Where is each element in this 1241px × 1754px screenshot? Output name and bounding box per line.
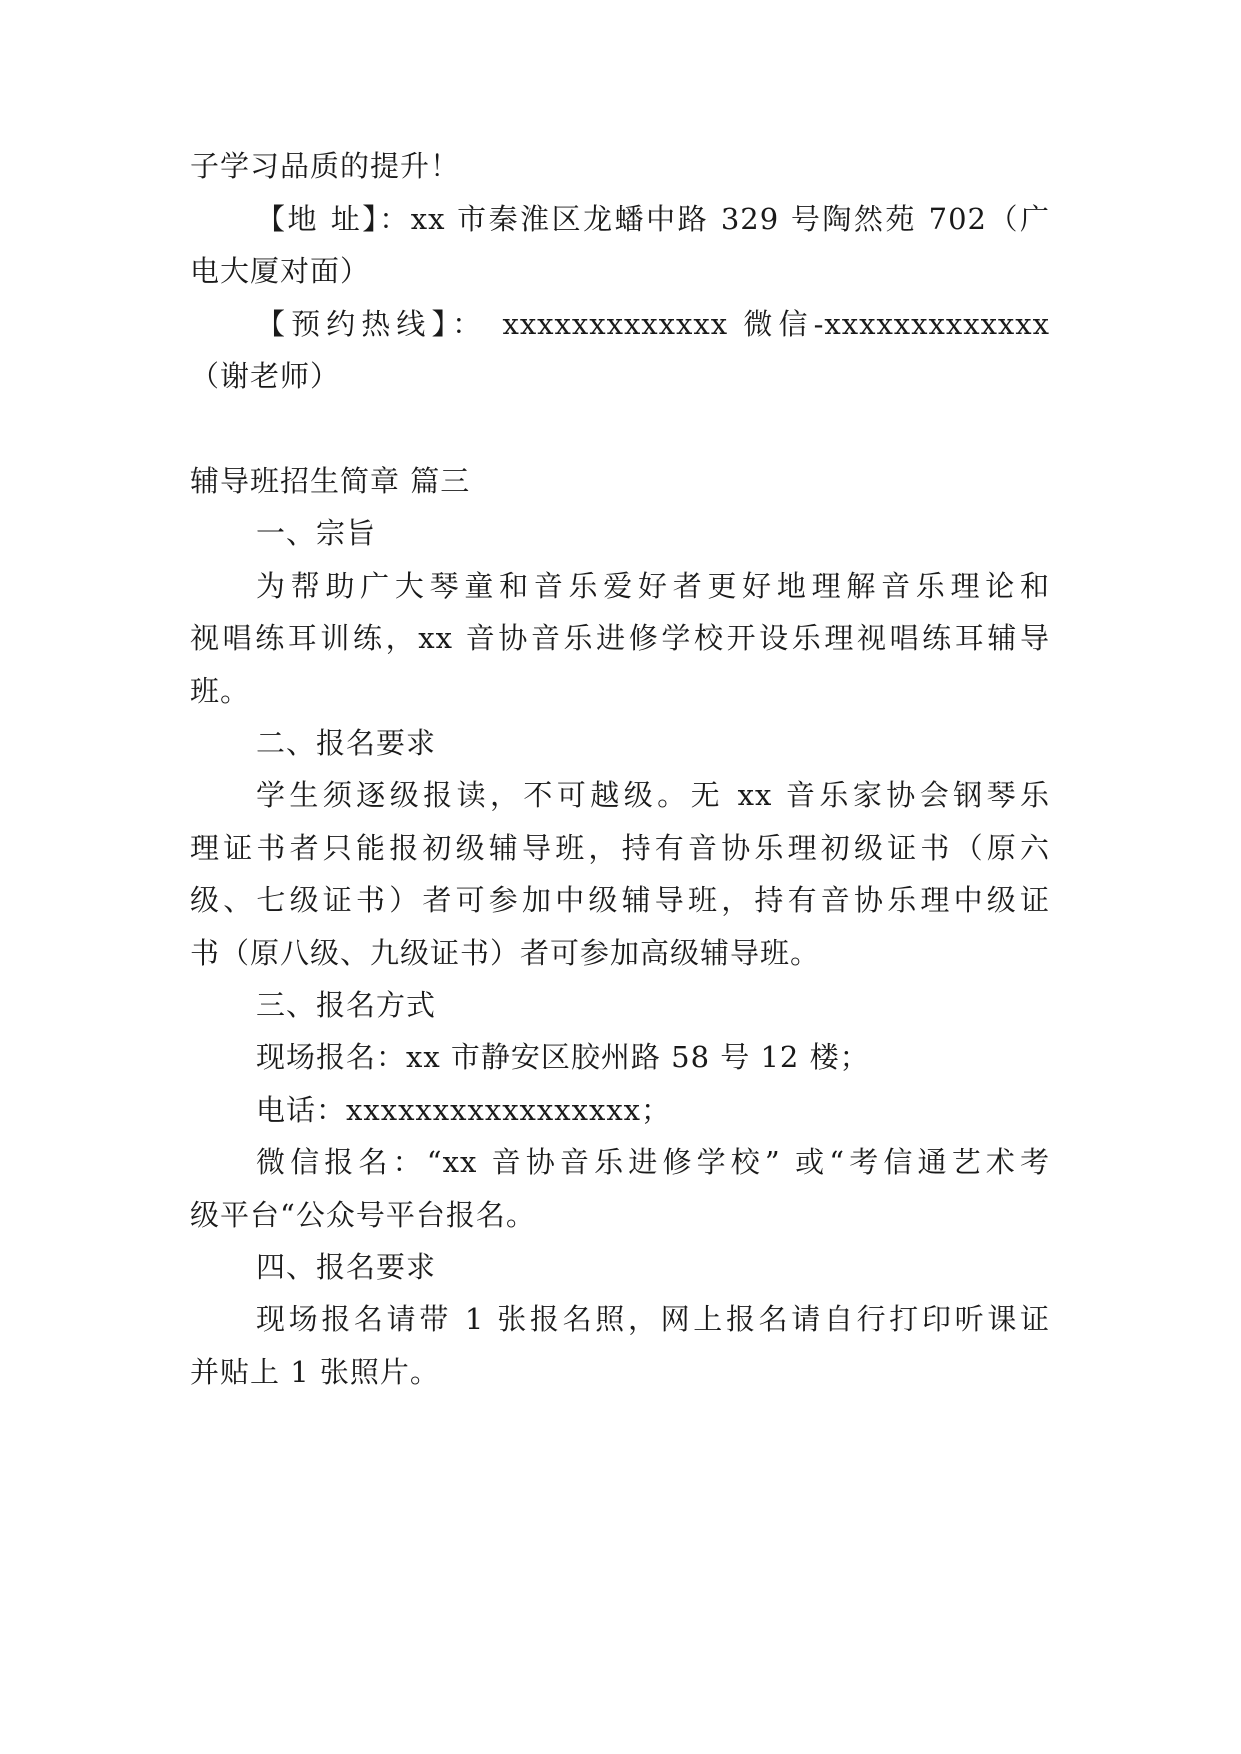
text-line: 班。 [190, 674, 251, 708]
text-line: 现场报名请带 1 张报名照，网上报名请自行打印听课证 [256, 1302, 1050, 1336]
text-line: 微信报名：“xx 音协音乐进修学校” 或“考信通艺术考 [256, 1145, 1050, 1179]
section-heading: 四、报名要求 [256, 1250, 437, 1284]
section-heading: 二、报名要求 [256, 726, 437, 760]
text-line: 现场报名：xx 市静安区胶州路 58 号 12 楼； [256, 1040, 870, 1074]
text-line: （谢老师） [190, 359, 341, 393]
text-line: 并贴上 1 张照片。 [190, 1355, 440, 1389]
text-line: 级平台“公众号平台报名。 [190, 1198, 536, 1232]
text-line: 学生须逐级报读，不可越级。无 xx 音乐家协会钢琴乐 [256, 778, 1050, 812]
text-line: 为帮助广大琴童和音乐爱好者更好地理解音乐理论和 [256, 569, 1050, 603]
text-line: 【地 址】：xx 市秦淮区龙蟠中路 329 号陶然苑 702（广 [256, 202, 1050, 236]
text-line: 书（原八级、九级证书）者可参加高级辅导班。 [190, 936, 821, 970]
text-line: 子学习品质的提升！ [190, 149, 461, 183]
text-line: 级、七级证书）者可参加中级辅导班，持有音协乐理中级证 [190, 883, 1050, 917]
text-line: 理证书者只能报初级辅导班，持有音协乐理初级证书（原六 [190, 831, 1050, 865]
text-line: 电话：xxxxxxxxxxxxxxxxx； [256, 1093, 672, 1127]
text-line: 电大厦对面） [190, 254, 371, 288]
section-heading: 一、宗旨 [256, 516, 377, 550]
text-line: 【预约热线】： xxxxxxxxxxxxx 微信-xxxxxxxxxxxxx [256, 307, 1050, 341]
text-line: 视唱练耳训练，xx 音协音乐进修学校开设乐理视唱练耳辅导 [190, 621, 1050, 655]
section-title: 辅导班招生简章 篇三 [190, 464, 471, 498]
section-heading: 三、报名方式 [256, 988, 437, 1022]
